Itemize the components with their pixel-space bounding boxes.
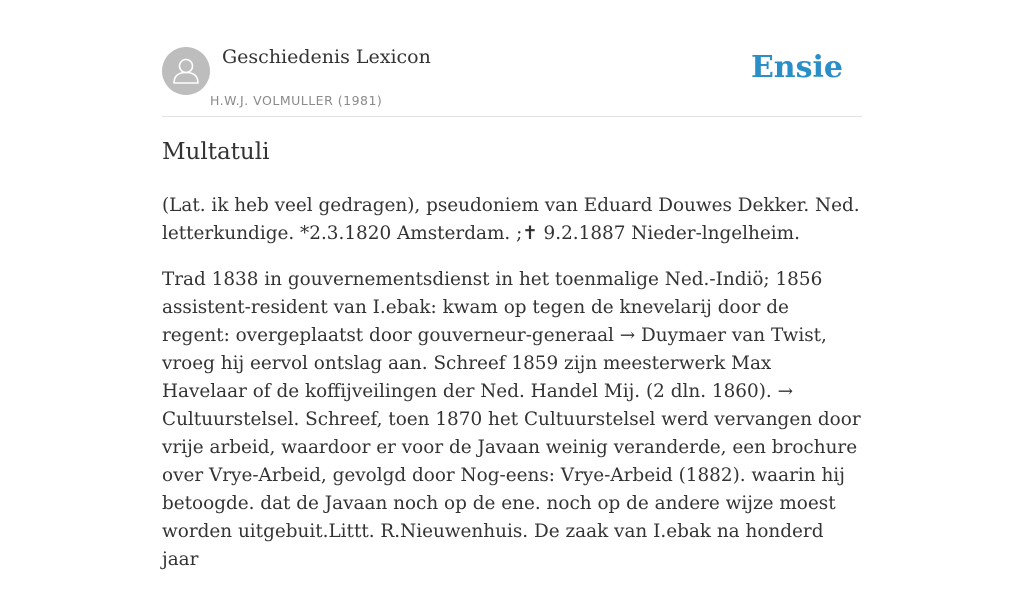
brand-logo[interactable]: Ensie <box>750 50 843 85</box>
entry-body <box>162 192 862 592</box>
entry-title: Multatuli <box>162 139 270 165</box>
entry-paragraph: Trad 1838 in gouvernementsdienst in het toenmalige Ned.-Indiö; 1856 assistent-resident van I.ebak: kwam op tegen de knevelarij door de regent: overgeplaatst door gouverneur-generaal → Duymaer van Twist, vroeg hij eervol ontslag aan. Schreef 1859 zijn meesterwerk Max Havelaar of de koffijveilingen der Ned. Handel Mij. (2 dln. 1860). → Cultuurstelsel. Schreef, toen 1870 het Cultuurstelsel werd vervangen door vrije arbeid, waardoor er voor de Javaan weinig veranderde, een brochure over Vrye-Arbeid, gevolgd door Nog-eens: Vrye-Arbeid (1882). waarin hij betoogde. dat de Javaan noch op de ene. noch op de andere wijze moest worden uitgebuit.Littt. R.Nieuwenhuis. De zaak van I.ebak na honderd jaar <box>162 269 861 570</box>
source-title[interactable]: Geschiedenis Lexicon <box>222 46 431 68</box>
entry-paragraph: (Lat. ik heb veel gedragen), pseudoniem van Eduard Douwes Dekker. Ned. letterkundige. *2.3.1820 Amsterdam. ;✝ 9.2.1887 Nieder-lngelheim. <box>162 195 860 244</box>
page-container <box>162 0 862 570</box>
avatar[interactable] <box>162 47 210 95</box>
source-header <box>162 0 862 117</box>
user-icon <box>162 47 210 95</box>
source-author[interactable]: H.W.J. VOLMULLER (1981) <box>210 93 383 108</box>
